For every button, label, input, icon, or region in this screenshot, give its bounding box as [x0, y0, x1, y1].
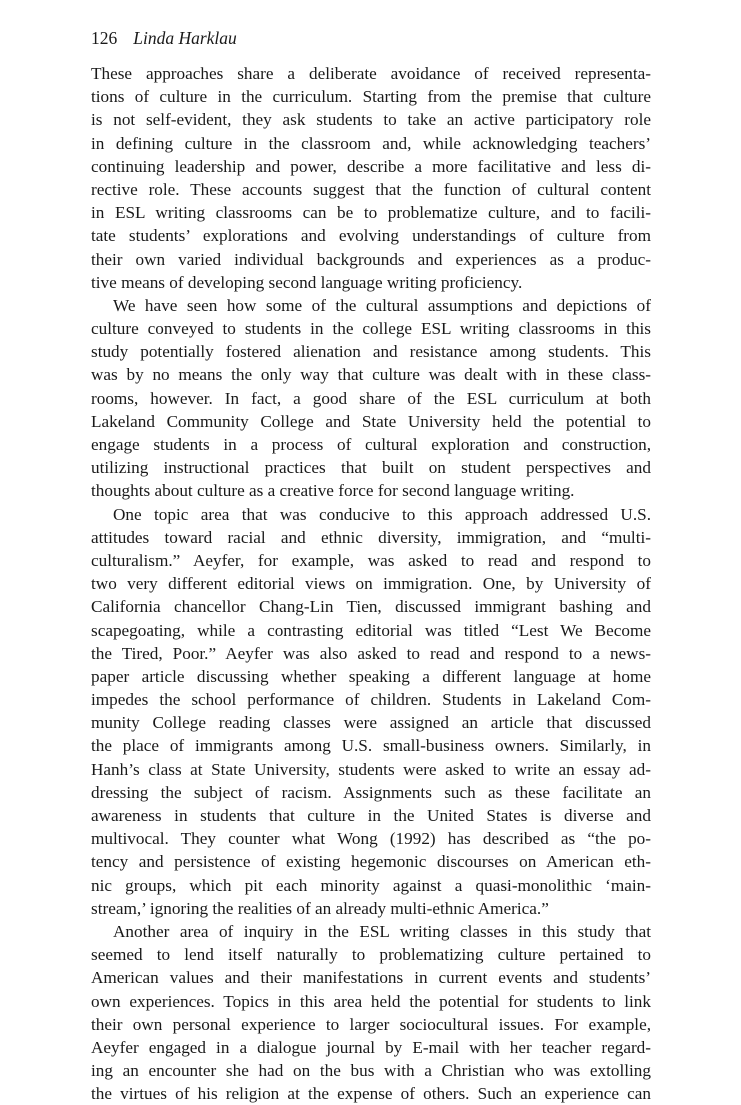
text-line: thoughts about culture as a creative force for second language writing.: [91, 481, 575, 501]
running-head-author: Linda Harklau: [133, 28, 237, 48]
text-line: their own personal experience to larger sociocultural issues. For example,: [91, 1014, 651, 1034]
text-line: California chancellor Chang-Lin Tien, discussed immigrant bashing and: [91, 597, 651, 617]
text-line: in ESL writing classrooms can be to problematize culture, and to facili-: [91, 203, 651, 223]
text-line: rective role. These accounts suggest that the function of cultural content: [91, 179, 651, 199]
text-line: awareness in students that culture in the United States is diverse and: [91, 806, 651, 825]
text-line: ing an encounter she had on the bus with a Christian who was extolling: [91, 1061, 651, 1081]
text-line: Hanh’s class at State University, students were asked to write an essay ad-: [91, 759, 651, 779]
text-line: was by no means the only way that culture was dealt with in these class-: [91, 365, 651, 385]
text-line: scapegoating, while a contrasting editorial was titled “Lest We Become: [91, 620, 651, 640]
text-line: continuing leadership and power, describe a more facilitative and less di-: [91, 156, 651, 176]
text-line: engage students in a process of cultural exploration and construction,: [91, 435, 651, 454]
text-line: We have seen how some of the cultural assumptions and depictions of: [113, 295, 651, 315]
paragraph: [91, 62, 651, 294]
text-line: the Tired, Poor.” Aeyfer was also asked to read and respond to a news-: [91, 643, 651, 663]
text-line: two very different editorial views on immigration. One, by University of: [91, 574, 651, 594]
text-line: Aeyfer engaged in a dialogue journal by E-mail with her teacher regard-: [91, 1037, 651, 1057]
text-line: multivocal. They counter what Wong (1992) has described as “the po-: [91, 829, 651, 849]
text-line: culturalism.” Aeyfer, for example, was asked to read and respond to: [91, 550, 651, 570]
text-line: seemed to lend itself naturally to problematizing culture pertained to: [91, 945, 651, 965]
text-line: utilizing instructional practices that built on student perspectives and: [91, 458, 651, 478]
body-text: [91, 62, 651, 1105]
text-line: tions of culture in the curriculum. Starting from the premise that culture: [91, 87, 651, 107]
text-line: culture conveyed to students in the college ESL writing classrooms in this: [91, 319, 651, 339]
text-line: rooms, however. In fact, a good share of the ESL curriculum at both: [91, 388, 651, 408]
text-line: dressing the subject of racism. Assignments such as these facilitate an: [91, 782, 651, 802]
running-head: [91, 26, 651, 50]
text-line: tate students’ explorations and evolving understandings of culture from: [91, 226, 651, 246]
text-line: the virtues of his religion at the expense of others. Such an experience can: [91, 1084, 651, 1104]
text-line: is not self-evident, they ask students to take an active participatory role: [91, 110, 651, 130]
text-line: in defining culture in the classroom and, while acknowledging teachers’: [91, 133, 651, 153]
paragraph: [91, 294, 651, 503]
paragraph: [91, 920, 651, 1105]
text-line: paper article discussing whether speaking a different language at home: [91, 666, 651, 686]
text-line: munity College reading classes were assigned an article that discussed: [91, 713, 651, 733]
text-line: tency and persistence of existing hegemonic discourses on American eth-: [91, 852, 651, 872]
text-line: These approaches share a deliberate avoidance of received representa-: [91, 64, 651, 83]
text-line: own experiences. Topics in this area held the potential for students to link: [91, 991, 651, 1011]
text-line: the place of immigrants among U.S. small-business owners. Similarly, in: [91, 736, 651, 756]
text-line: impedes the school performance of children. Students in Lakeland Com-: [91, 690, 651, 710]
paragraph: [91, 503, 651, 920]
text-line: One topic area that was conducive to this approach addressed U.S.: [113, 504, 651, 524]
page-number: 126: [91, 28, 118, 48]
text-line: their own varied individual backgrounds and experiences as a produc-: [91, 249, 651, 269]
book-page: [91, 26, 651, 1105]
text-line: Another area of inquiry in the ESL writing classes in this study that: [113, 921, 651, 941]
text-line: nic groups, which pit each minority against a quasi-monolithic ‘main-: [91, 875, 651, 895]
text-line: American values and their manifestations in current events and students’: [91, 968, 651, 988]
text-line: study potentially fostered alienation and resistance among students. This: [91, 342, 651, 362]
text-line: tive means of developing second language writing proficiency.: [91, 272, 523, 292]
text-line: stream,’ ignoring the realities of an already multi-ethnic America.”: [91, 898, 549, 918]
text-line: attitudes toward racial and ethnic diversity, immigration, and “multi-: [91, 527, 651, 547]
text-line: Lakeland Community College and State University held the potential to: [91, 411, 651, 431]
